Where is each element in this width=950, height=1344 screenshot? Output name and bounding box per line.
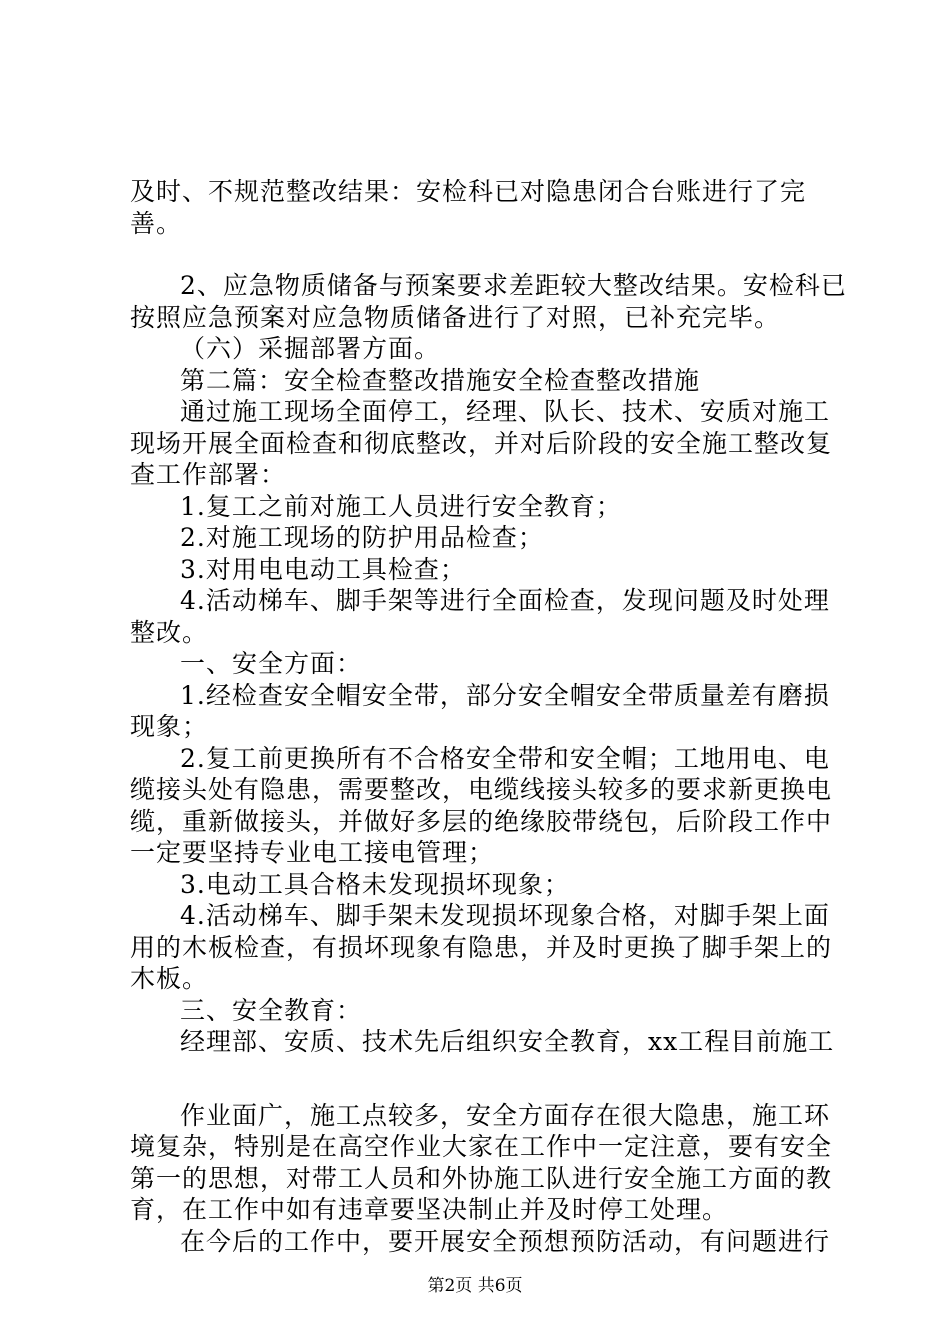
paragraph-3: （六）采掘部署方面。 bbox=[180, 334, 441, 363]
paragraph-2: 2、应急物质储备与预案要求差距较大整改结果。安检科已按照应急预案对应急物质储备进行了对照，已补充完毕。 bbox=[130, 271, 847, 332]
subheading-safety: 一、安全方面： bbox=[180, 649, 363, 678]
list-item: 4.活动梯车、脚手架等进行全面检查，发现问题及时处理整改。 bbox=[130, 586, 830, 647]
document-body bbox=[130, 176, 850, 1257]
section-heading: 第二篇：安全检查整改措施安全检查整改措施 bbox=[180, 365, 701, 395]
list-item: 2.对施工现场的防护用品检查； bbox=[180, 523, 544, 552]
paragraph-18: 在今后的工作中，要开展安全预想预防活动，有问题进行 bbox=[180, 1226, 831, 1256]
list-item: 3.电动工具合格未发现损坏现象； bbox=[180, 869, 570, 899]
page-number-footer: 第2页 共6页 bbox=[427, 1276, 523, 1296]
list-item: 1.复工之前对施工人员进行安全教育； bbox=[180, 491, 622, 521]
paragraph-17: 作业面广，施工点较多，安全方面存在很大隐患，施工环境复杂，特别是在高空作业大家在工作中一定注意，要有安全第一的思想，对带工人员和外协施工队进行安全施工方面的教育，在工作中如有违章要坚决制止并及时停工处理。 bbox=[130, 1100, 833, 1224]
list-item: 1.经检查安全帽安全带，部分安全帽安全带质量差有磨损现象； bbox=[130, 680, 830, 741]
subheading-education: 三、安全教育： bbox=[180, 995, 363, 1025]
list-item: 3.对用电电动工具检查； bbox=[180, 554, 466, 584]
list-item: 2.复工前更换所有不合格安全带和安全帽；工地用电、电缆接头处有隐患，需要整改，电缆线接头较多的要求新更换电缆，重新做接头，并做好多层的绝缘胶带绕包，后阶段工作中一定要坚持专业电工接电管理； bbox=[130, 743, 833, 867]
list-item: 4.活动梯车、脚手架未发现损坏现象合格，对脚手架上面用的木板检查，有损坏现象有隐患，并及时更换了脚手架上的木板。 bbox=[130, 901, 833, 993]
paragraph-16: 经理部、安质、技术先后组织安全教育，xx工程目前施工 bbox=[180, 1027, 835, 1056]
paragraph-5: 通过施工现场全面停工，经理、队长、技术、安质对施工现场开展全面检查和彻底整改，并对后阶段的安全施工整改复查工作部署： bbox=[130, 397, 833, 489]
paragraph-1: 及时、不规范整改结果：安检科已对隐患闭合台账进行了完善。 bbox=[130, 177, 807, 238]
